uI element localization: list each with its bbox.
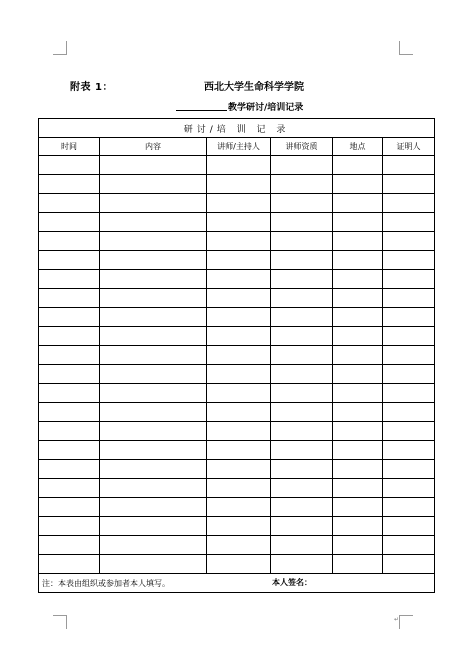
blank-cell-location[interactable] <box>333 194 383 213</box>
blank-cell-content[interactable] <box>100 384 207 403</box>
table-row <box>39 422 435 441</box>
table-row <box>39 251 435 270</box>
blank-cell-location[interactable] <box>333 308 383 327</box>
blank-cell-location[interactable] <box>333 441 383 460</box>
table-row <box>39 460 435 479</box>
blank-cell-witness[interactable] <box>383 194 435 213</box>
table-row <box>39 536 435 555</box>
blank-cell-lecturer[interactable] <box>207 403 271 422</box>
crop-mark-bottom-right <box>399 615 413 629</box>
subtitle-blank-line <box>176 110 227 111</box>
blank-cell-qualification[interactable] <box>271 536 333 555</box>
blank-cell-time[interactable] <box>39 156 100 175</box>
table-header-row <box>39 138 435 156</box>
column-header-content: 内容 <box>100 138 207 156</box>
table-row <box>39 384 435 403</box>
footer-note: 注：本表由组织或参加者本人填写。 <box>42 578 170 588</box>
blank-cell-lecturer[interactable] <box>207 346 271 365</box>
blank-cell-location[interactable] <box>333 517 383 536</box>
blank-cell-qualification[interactable] <box>271 460 333 479</box>
blank-cell-location[interactable] <box>333 498 383 517</box>
column-header-qualification: 讲师资质 <box>271 138 333 156</box>
blank-cell-qualification[interactable] <box>271 498 333 517</box>
blank-cell-lecturer[interactable] <box>207 156 271 175</box>
blank-cell-witness[interactable] <box>383 441 435 460</box>
blank-cell-qualification[interactable] <box>271 213 333 232</box>
column-header-location: 地点 <box>333 138 383 156</box>
blank-cell-qualification[interactable] <box>271 194 333 213</box>
blank-cell-qualification[interactable] <box>271 175 333 194</box>
blank-cell-witness[interactable] <box>383 403 435 422</box>
blank-cell-content[interactable] <box>100 498 207 517</box>
table-row <box>39 213 435 232</box>
blank-cell-witness[interactable] <box>383 175 435 194</box>
table-row <box>39 517 435 536</box>
blank-cell-lecturer[interactable] <box>207 270 271 289</box>
footer-cell <box>39 574 435 593</box>
blank-cell-witness[interactable] <box>383 270 435 289</box>
blank-cell-lecturer[interactable] <box>207 194 271 213</box>
blank-cell-lecturer[interactable] <box>207 460 271 479</box>
blank-cell-witness[interactable] <box>383 479 435 498</box>
table-row <box>39 308 435 327</box>
blank-cell-time[interactable] <box>39 441 100 460</box>
blank-cell-witness[interactable] <box>383 365 435 384</box>
college-name: 西北大学生命科学学院 <box>204 82 304 93</box>
table-row <box>39 346 435 365</box>
blank-cell-lecturer[interactable] <box>207 441 271 460</box>
blank-cell-witness[interactable] <box>383 289 435 308</box>
blank-cell-content[interactable] <box>100 289 207 308</box>
blank-cell-content[interactable] <box>100 308 207 327</box>
blank-cell-lecturer[interactable] <box>207 308 271 327</box>
blank-cell-time[interactable] <box>39 403 100 422</box>
table-row <box>39 441 435 460</box>
blank-cell-witness[interactable] <box>383 251 435 270</box>
blank-cell-content[interactable] <box>100 422 207 441</box>
blank-cell-location[interactable] <box>333 156 383 175</box>
blank-cell-time[interactable] <box>39 270 100 289</box>
table-row <box>39 289 435 308</box>
blank-cell-content[interactable] <box>100 251 207 270</box>
blank-cell-content[interactable] <box>100 327 207 346</box>
blank-cell-lecturer[interactable] <box>207 213 271 232</box>
blank-cell-location[interactable] <box>333 346 383 365</box>
blank-cell-content[interactable] <box>100 479 207 498</box>
table-row <box>39 365 435 384</box>
column-header-lecturer: 讲师/主持人 <box>207 138 271 156</box>
appendix-label: 附表 1： <box>70 82 113 93</box>
table-row <box>39 479 435 498</box>
blank-cell-content[interactable] <box>100 156 207 175</box>
blank-cell-content[interactable] <box>100 194 207 213</box>
blank-cell-lecturer[interactable] <box>207 498 271 517</box>
table-row <box>39 327 435 346</box>
blank-cell-lecturer[interactable] <box>207 289 271 308</box>
column-header-witness: 证明人 <box>383 138 435 156</box>
blank-cell-witness[interactable] <box>383 308 435 327</box>
blank-cell-time[interactable] <box>39 213 100 232</box>
blank-cell-content[interactable] <box>100 232 207 251</box>
blank-cell-witness[interactable] <box>383 156 435 175</box>
blank-cell-content[interactable] <box>100 555 207 574</box>
blank-cell-content[interactable] <box>100 365 207 384</box>
blank-cell-time[interactable] <box>39 289 100 308</box>
blank-cell-content[interactable] <box>100 213 207 232</box>
blank-cell-qualification[interactable] <box>271 289 333 308</box>
blank-cell-time[interactable] <box>39 346 100 365</box>
blank-cell-location[interactable] <box>333 536 383 555</box>
blank-cell-time[interactable] <box>39 536 100 555</box>
record-table <box>38 118 435 593</box>
blank-cell-location[interactable] <box>333 175 383 194</box>
blank-cell-location[interactable] <box>333 251 383 270</box>
blank-cell-lecturer[interactable] <box>207 327 271 346</box>
table-row <box>39 270 435 289</box>
blank-cell-witness[interactable] <box>383 555 435 574</box>
blank-cell-location[interactable] <box>333 555 383 574</box>
blank-cell-location[interactable] <box>333 460 383 479</box>
blank-cell-qualification[interactable] <box>271 156 333 175</box>
blank-cell-time[interactable] <box>39 175 100 194</box>
blank-cell-qualification[interactable] <box>271 251 333 270</box>
blank-cell-qualification[interactable] <box>271 441 333 460</box>
blank-cell-witness[interactable] <box>383 460 435 479</box>
blank-cell-content[interactable] <box>100 270 207 289</box>
blank-cell-lecturer[interactable] <box>207 517 271 536</box>
blank-cell-time[interactable] <box>39 422 100 441</box>
table-row <box>39 403 435 422</box>
blank-cell-lecturer[interactable] <box>207 479 271 498</box>
form-title: 教学研讨/培训记录 <box>228 103 304 113</box>
blank-cell-location[interactable] <box>333 289 383 308</box>
blank-cell-qualification[interactable] <box>271 517 333 536</box>
blank-cell-witness[interactable] <box>383 498 435 517</box>
table-title-row <box>39 119 435 138</box>
blank-cell-time[interactable] <box>39 555 100 574</box>
blank-cell-time[interactable] <box>39 479 100 498</box>
blank-cell-qualification[interactable] <box>271 346 333 365</box>
blank-cell-witness[interactable] <box>383 422 435 441</box>
column-header-time: 时间 <box>39 138 100 156</box>
table-row <box>39 555 435 574</box>
blank-cell-lecturer[interactable] <box>207 422 271 441</box>
blank-cell-qualification[interactable] <box>271 232 333 251</box>
blank-cell-lecturer[interactable] <box>207 536 271 555</box>
blank-cell-witness[interactable] <box>383 327 435 346</box>
blank-cell-content[interactable] <box>100 175 207 194</box>
blank-cell-time[interactable] <box>39 251 100 270</box>
blank-cell-content[interactable] <box>100 536 207 555</box>
blank-cell-qualification[interactable] <box>271 384 333 403</box>
blank-cell-lecturer[interactable] <box>207 232 271 251</box>
blank-cell-time[interactable] <box>39 308 100 327</box>
crop-mark-top-right <box>399 41 413 55</box>
blank-cell-time[interactable] <box>39 232 100 251</box>
blank-cell-witness[interactable] <box>383 346 435 365</box>
blank-cell-content[interactable] <box>100 403 207 422</box>
blank-cell-lecturer[interactable] <box>207 365 271 384</box>
blank-cell-location[interactable] <box>333 479 383 498</box>
blank-cell-content[interactable] <box>100 346 207 365</box>
blank-cell-qualification[interactable] <box>271 308 333 327</box>
blank-cell-witness[interactable] <box>383 213 435 232</box>
signature-label: 本人签名： <box>272 578 312 587</box>
blank-cell-qualification[interactable] <box>271 403 333 422</box>
blank-cell-qualification[interactable] <box>271 365 333 384</box>
blank-cell-time[interactable] <box>39 327 100 346</box>
blank-cell-qualification[interactable] <box>271 327 333 346</box>
blank-cell-location[interactable] <box>333 365 383 384</box>
blank-cell-location[interactable] <box>333 422 383 441</box>
blank-cell-time[interactable] <box>39 384 100 403</box>
blank-cell-location[interactable] <box>333 327 383 346</box>
blank-cell-witness[interactable] <box>383 232 435 251</box>
blank-cell-time[interactable] <box>39 498 100 517</box>
blank-cell-location[interactable] <box>333 232 383 251</box>
blank-cell-location[interactable] <box>333 384 383 403</box>
table-row <box>39 175 435 194</box>
crop-mark-top-left <box>53 41 67 55</box>
table-row <box>39 232 435 251</box>
blank-cell-time[interactable] <box>39 517 100 536</box>
blank-cell-time[interactable] <box>39 365 100 384</box>
blank-cell-lecturer[interactable] <box>207 555 271 574</box>
paragraph-mark: ↵ <box>394 616 400 623</box>
blank-cell-qualification[interactable] <box>271 270 333 289</box>
blank-cell-time[interactable] <box>39 460 100 479</box>
table-row <box>39 194 435 213</box>
blank-cell-witness[interactable] <box>383 536 435 555</box>
blank-cell-qualification[interactable] <box>271 479 333 498</box>
blank-cell-location[interactable] <box>333 213 383 232</box>
blank-cell-lecturer[interactable] <box>207 384 271 403</box>
blank-cell-lecturer[interactable] <box>207 175 271 194</box>
blank-cell-content[interactable] <box>100 517 207 536</box>
blank-cell-qualification[interactable] <box>271 555 333 574</box>
blank-cell-content[interactable] <box>100 460 207 479</box>
blank-cell-witness[interactable] <box>383 517 435 536</box>
blank-cell-witness[interactable] <box>383 384 435 403</box>
blank-cell-location[interactable] <box>333 403 383 422</box>
table-footer-row <box>39 574 435 593</box>
table-row <box>39 498 435 517</box>
blank-cell-qualification[interactable] <box>271 422 333 441</box>
blank-cell-location[interactable] <box>333 270 383 289</box>
crop-mark-bottom-left <box>53 615 67 629</box>
blank-cell-content[interactable] <box>100 441 207 460</box>
table-row <box>39 156 435 175</box>
blank-cell-time[interactable] <box>39 194 100 213</box>
blank-cell-lecturer[interactable] <box>207 251 271 270</box>
table-title: 研讨/培 训 记 录 <box>39 119 435 138</box>
